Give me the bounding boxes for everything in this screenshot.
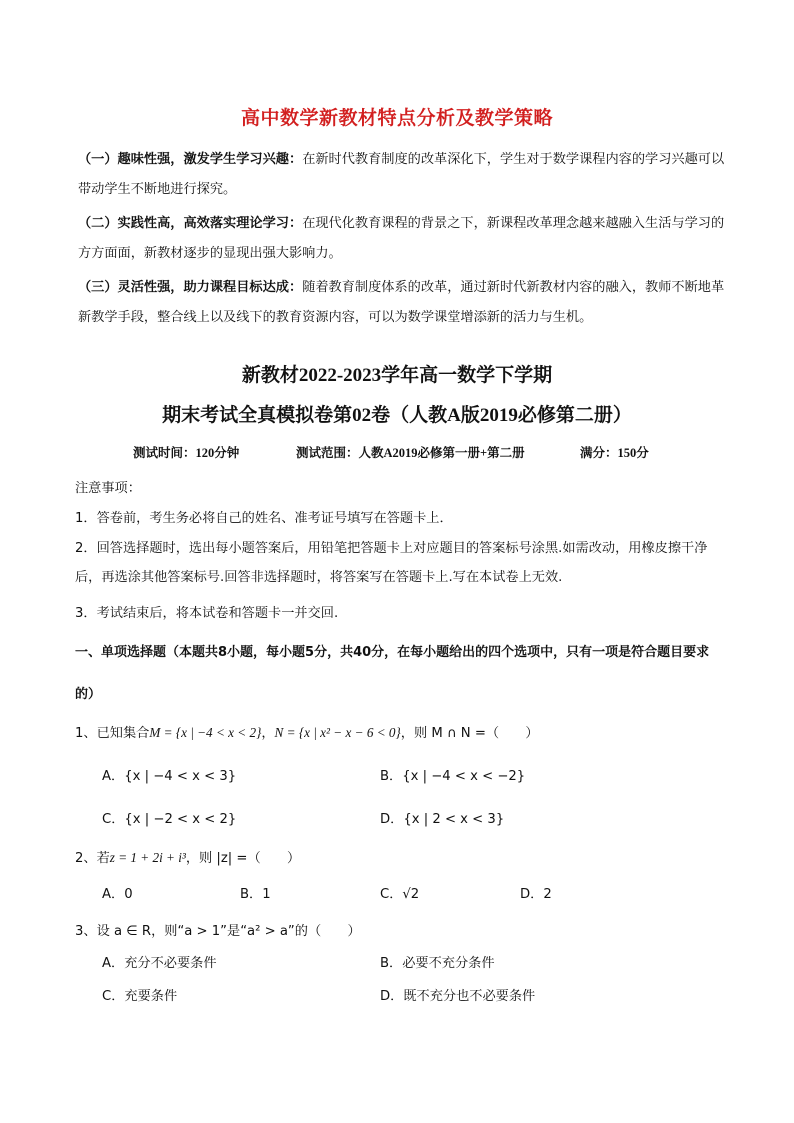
question-2-stem bbox=[75, 847, 300, 866]
feature-text: 在现代化教育课程的背景之下，新课程改革理念越来越融入生活与学习的方方面面，新教材逐步的显现出强大影响力。 bbox=[78, 216, 725, 261]
exam-title-line1: 新教材2022-2023学年高一数学下学期 bbox=[241, 365, 553, 386]
exam-score: 满分：150分 bbox=[580, 446, 649, 460]
q1-option-c: C．{x | −2 < x < 2} bbox=[102, 812, 237, 827]
note-item-3: 3．考试结束后，将本试卷和答题卡一并交回. bbox=[75, 606, 339, 621]
exam-time: 测试时间：120分钟 bbox=[133, 446, 240, 460]
q1-option-b: B．{x | −4 < x < −2} bbox=[380, 769, 526, 784]
feature-label: （三）灵活性强，助力课程目标达成： bbox=[78, 280, 303, 295]
question-text: 设 a ∈ R，则“a > 1”是“a² > a”的（ ） bbox=[96, 924, 361, 939]
section-heading: 一、单项选择题（本题共8小题，每小题5分，共40分，在每小题给出的四个选项中，只有一项是符合题目要求的） bbox=[75, 645, 710, 702]
note-item-2: 2．回答选择题时，选出每小题答案后，用铅笔把答题卡上对应题目的答案标号涂黑.如需改动，用橡皮擦干净后，再选涂其他答案标号.回答非选择题时，将答案写在答题卡上.写在本试卷上无效. bbox=[75, 541, 708, 585]
notes-heading: 注意事项： bbox=[75, 481, 141, 496]
feature-text: 随着教育制度体系的改革，通过新时代新教材内容的融入，教师不断地革新教学手段，整合线上以及线下的教育资源内容，可以为数学课堂增添新的活力与生机。 bbox=[78, 280, 725, 325]
feature-label: （二）实践性高，高效落实理论学习： bbox=[78, 216, 303, 231]
q3-option-a: A．充分不必要条件 bbox=[102, 956, 217, 971]
question-text: 已知集合 bbox=[96, 726, 150, 741]
exam-title-line2: 期末考试全真模拟卷第02卷（人教A版2019必修第二册） bbox=[162, 405, 632, 426]
set-m-expression: M = {x | −4 < x < 2} bbox=[149, 725, 262, 740]
page-title: 高中数学新教材特点分析及教学策略 bbox=[240, 107, 553, 129]
q2-option-a: A．0 bbox=[102, 887, 133, 902]
question-text-end: ，则 |z| =（ ） bbox=[185, 851, 301, 866]
question-number: 3、 bbox=[75, 924, 97, 939]
question-number: 2、 bbox=[75, 851, 97, 866]
q2-option-c: C．√2 bbox=[380, 887, 420, 902]
exam-scope: 测试范围：人教A2019必修第一册+第二册 bbox=[296, 446, 525, 460]
q3-option-b: B．必要不充分条件 bbox=[380, 956, 495, 971]
q1-option-d: D．{x | 2 < x < 3} bbox=[380, 812, 505, 827]
feature-paragraph-3 bbox=[78, 273, 728, 333]
separator: ， bbox=[261, 726, 275, 741]
feature-label: （一）趣味性强，激发学生学习兴趣： bbox=[78, 152, 303, 167]
complex-expression: z = 1 + 2i + i³ bbox=[109, 850, 186, 865]
q1-option-a: A．{x | −4 < x < 3} bbox=[102, 769, 237, 784]
feature-paragraph-2 bbox=[78, 209, 728, 269]
question-text-end: ，则 M ∩ N =（ ） bbox=[400, 726, 539, 741]
question-1-stem bbox=[75, 722, 539, 741]
q2-option-d: D．2 bbox=[520, 887, 552, 902]
q2-option-b: B．1 bbox=[240, 887, 271, 902]
note-item-1: 1．答卷前，考生务必将自己的姓名、准考证号填写在答题卡上． bbox=[75, 511, 453, 526]
set-n-expression: N = {x | x² − x − 6 < 0} bbox=[274, 725, 401, 740]
feature-text: 在新时代教育制度的改革深化下，学生对于数学课程内容的学习兴趣可以带动学生不断地进行探究。 bbox=[78, 152, 725, 197]
question-3-stem bbox=[75, 920, 361, 939]
question-text: 若 bbox=[96, 851, 110, 866]
feature-paragraph-1 bbox=[78, 145, 728, 205]
q3-option-c: C．充要条件 bbox=[102, 989, 178, 1004]
question-number: 1、 bbox=[75, 726, 97, 741]
q3-option-d: D．既不充分也不必要条件 bbox=[380, 989, 536, 1004]
